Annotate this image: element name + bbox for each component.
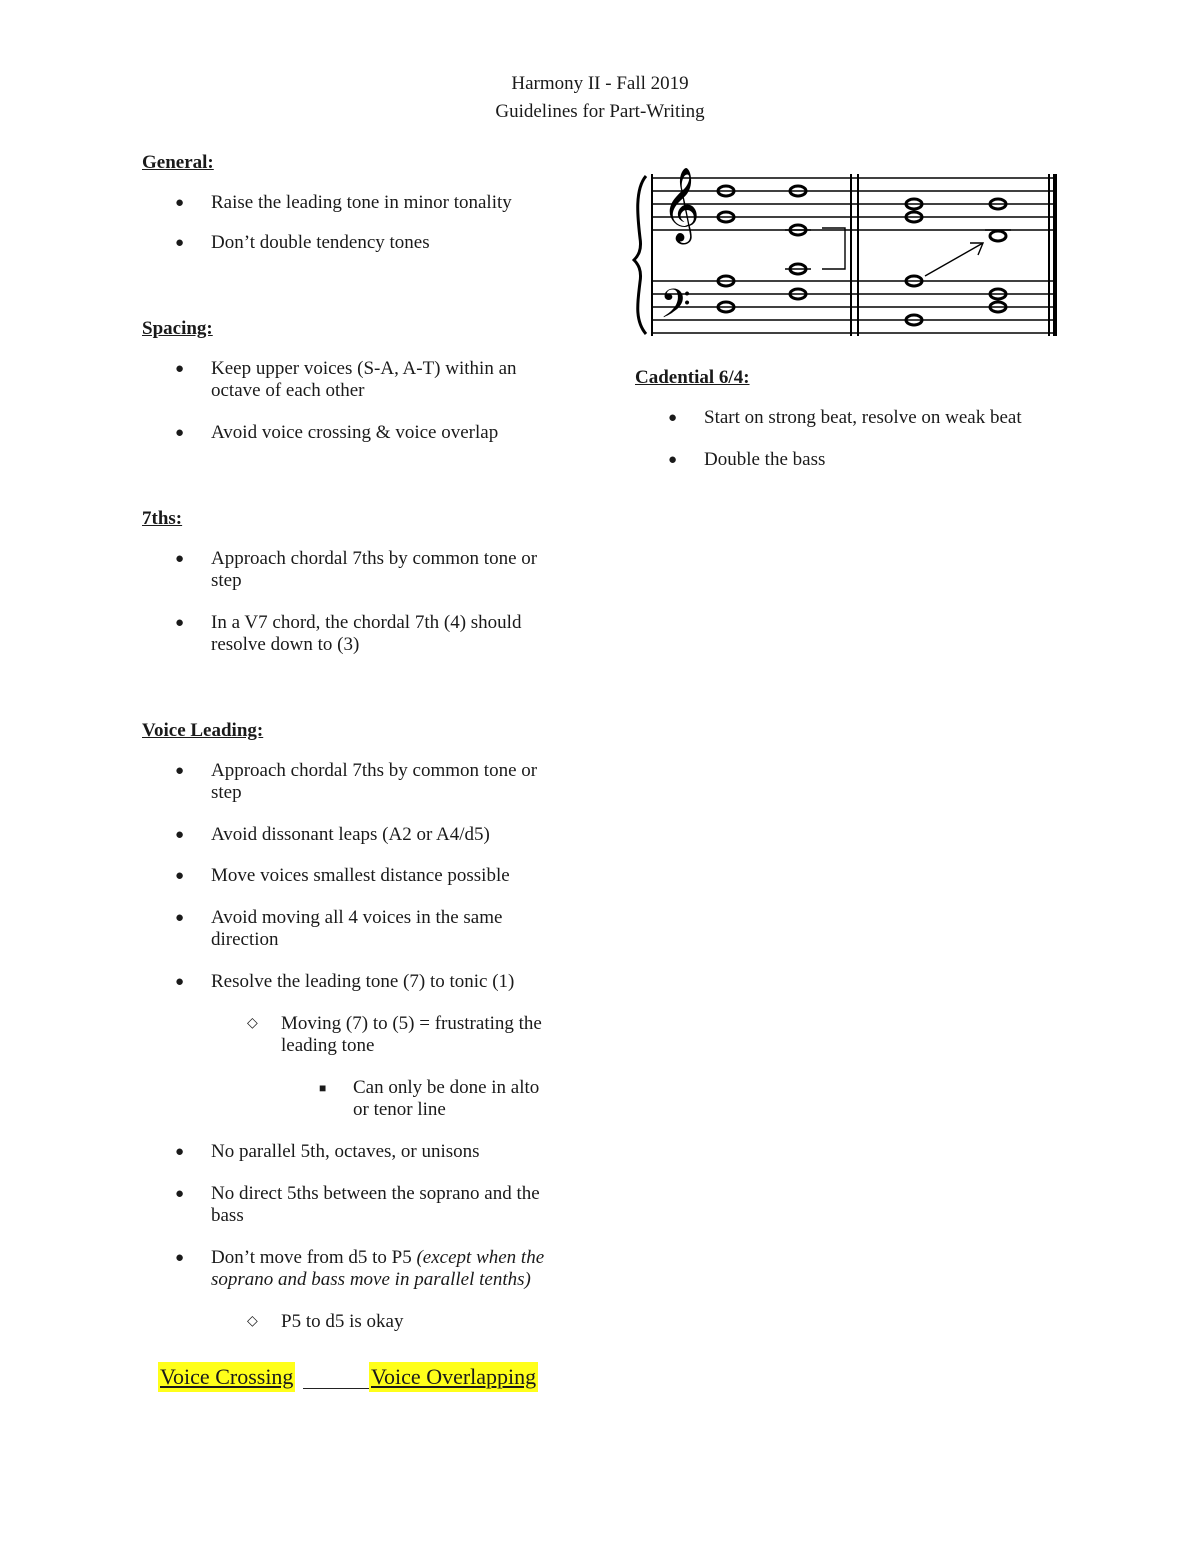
bullet-icon: ●	[175, 1144, 185, 1160]
bullet-icon: ●	[175, 827, 185, 843]
sub-bullet-icon: ◇	[247, 1314, 258, 1329]
list-item: ◇ Moving (7) to (5) = frustrating the leading tone	[247, 1013, 542, 1056]
list-item: ● Don’t move from d5 to P5 (except when the soprano and bass move in parallel tenths)	[175, 1247, 545, 1290]
list-item: ● Keep upper voices (S-A, A-T) within an octave of each other	[175, 358, 517, 401]
brace-icon	[634, 176, 646, 334]
list-item: ● Resolve the leading tone (7) to tonic (1)	[175, 971, 515, 992]
bullet-icon: ●	[175, 910, 185, 926]
bullet-icon: ●	[175, 1186, 185, 1202]
bullet-icon: ●	[175, 551, 185, 567]
list-item: ● Move voices smallest distance possible	[175, 865, 510, 886]
sevenths-list	[142, 548, 582, 656]
list-item: ● No direct 5ths between the soprano and the bass	[175, 1183, 540, 1226]
overlap-bracket	[822, 228, 845, 269]
bass-clef-icon: 𝄢	[660, 281, 691, 337]
cadential-list	[635, 407, 1075, 471]
bullet-icon: ●	[668, 452, 678, 468]
bullet-icon: ●	[175, 195, 185, 211]
sub-bullet-icon: ◇	[247, 1016, 258, 1031]
music-score-example	[630, 150, 1070, 345]
list-item: ● Start on strong beat, resolve on weak beat	[668, 407, 1022, 428]
list-item: ● Approach chordal 7ths by common tone or step	[175, 760, 538, 803]
voice-leading-list	[142, 760, 582, 1333]
barlines	[851, 174, 1055, 336]
section-heading-voice-leading: Voice Leading:	[142, 720, 264, 741]
bullet-icon: ●	[175, 615, 185, 631]
bullet-icon: ●	[175, 1250, 185, 1266]
treble-clef-icon: 𝄞	[662, 168, 700, 242]
list-item: ● In a V7 chord, the chordal 7th (4) should resolve down to (3)	[175, 612, 522, 655]
sub-sub-bullet-icon: ■	[319, 1081, 327, 1095]
page-header	[0, 70, 1200, 126]
general-list	[142, 192, 582, 254]
ledger-lines	[785, 230, 1011, 269]
section-heading-cadential: Cadential 6/4:	[635, 367, 750, 388]
list-item: ● Avoid dissonant leaps (A2 or A4/d5)	[175, 824, 490, 845]
treble-staff	[652, 178, 1057, 230]
list-item: ● No parallel 5th, octaves, or unisons	[175, 1141, 480, 1162]
list-item: ● Don’t double tendency tones	[175, 232, 430, 253]
list-item: ● Avoid voice crossing & voice overlap	[175, 422, 499, 443]
bullet-icon: ●	[175, 868, 185, 884]
emphasis-text: (except when the soprano and bass move in parallel tenths)	[211, 1247, 545, 1290]
section-heading-spacing: Spacing:	[142, 318, 213, 339]
underline-divider	[303, 1388, 375, 1389]
section-heading-general: General:	[142, 152, 214, 173]
list-item: ● Raise the leading tone in minor tonality	[175, 192, 512, 213]
bullet-icon: ●	[668, 410, 678, 426]
bullet-icon: ●	[175, 361, 185, 377]
left-column	[142, 150, 582, 1333]
spacing-list	[142, 358, 582, 444]
bullet-icon: ●	[175, 425, 185, 441]
list-item: ■ Can only be done in alto or tenor line	[319, 1077, 540, 1120]
right-column	[635, 365, 1075, 471]
page-subtitle: Guidelines for Part-Writing	[495, 101, 705, 122]
highlight-voice-overlapping: Voice Overlapping	[369, 1362, 538, 1392]
arrow-icon	[925, 243, 983, 276]
bullet-icon: ●	[175, 974, 185, 990]
whole-notes	[718, 186, 1006, 325]
page-title: Harmony II - Fall 2019	[511, 73, 689, 94]
list-item: ● Avoid moving all 4 voices in the same direction	[175, 907, 503, 950]
list-item: ● Double the bass	[668, 449, 826, 470]
list-item: ◇ P5 to d5 is okay	[247, 1311, 404, 1332]
highlight-voice-crossing: Voice Crossing	[158, 1362, 295, 1392]
list-item: ● Approach chordal 7ths by common tone or step	[175, 548, 538, 591]
bullet-icon: ●	[175, 235, 185, 251]
highlight-row	[158, 1362, 550, 1392]
section-heading-7ths: 7ths:	[142, 508, 183, 529]
bullet-icon: ●	[175, 763, 185, 779]
